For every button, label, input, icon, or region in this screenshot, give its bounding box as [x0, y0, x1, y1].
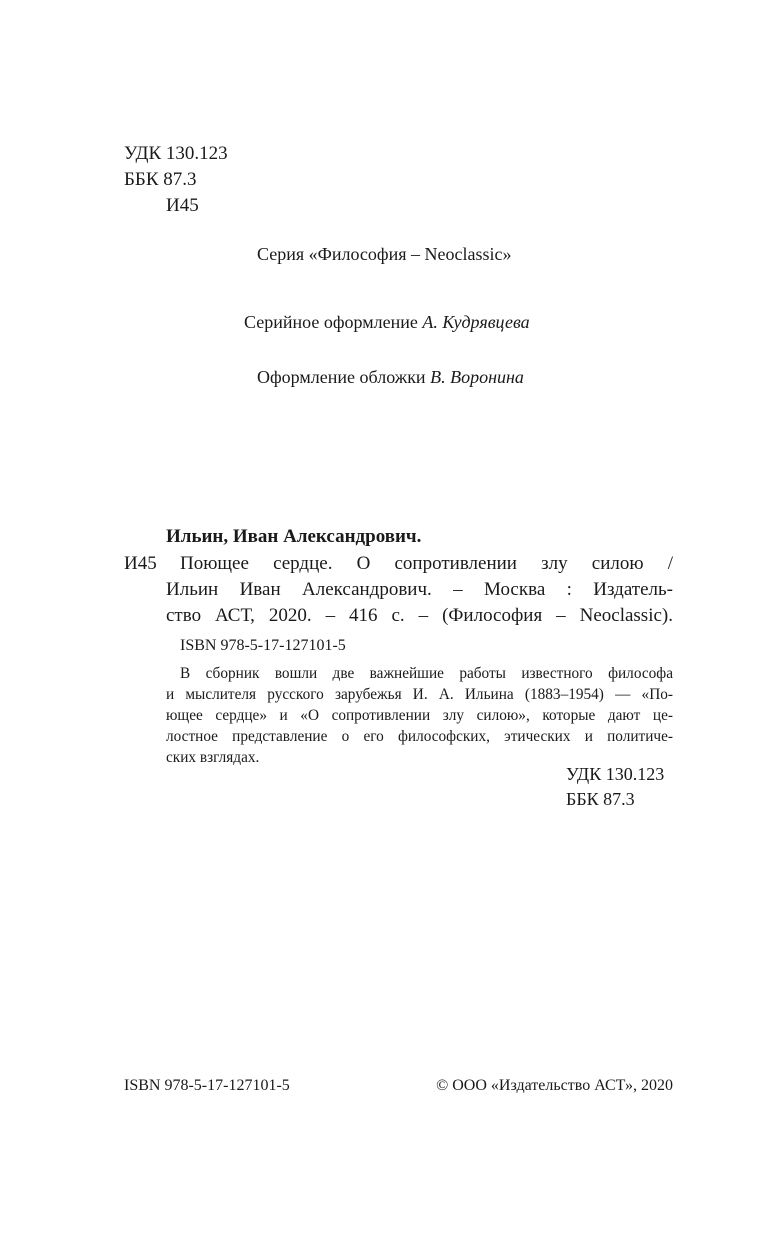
serial-design-label: Серийное оформление — [244, 312, 418, 332]
serial-design-name: А. Кудрявцева — [422, 312, 530, 332]
annotation-line-1: В сборник вошли две важнейшие работы известного философа — [180, 665, 673, 682]
catalog-isbn: ISBN 978-5-17-127101-5 — [180, 637, 346, 654]
cover-design-credit — [257, 367, 524, 388]
footer-copyright: © ООО «Издательство АСТ», 2020 — [436, 1077, 673, 1094]
catalog-description-line-3: ство АСТ, 2020. – 416 с. – (Философия – Neoclassic). — [166, 605, 673, 626]
cover-design-label: Оформление обложки — [257, 367, 426, 387]
catalog-description-line-2: Ильин Иван Александрович. – Москва : Издатель- — [166, 579, 673, 600]
udk-code-top: УДК 130.123 — [124, 143, 228, 164]
author-mark-top: И45 — [166, 195, 199, 216]
catalog-description-line-1: Поющее сердце. О сопротивлении злу силою / — [180, 553, 673, 574]
catalog-author-heading: Ильин, Иван Александрович. — [166, 526, 422, 547]
catalog-author-mark: И45 — [124, 553, 157, 574]
annotation-line-2: и мыслителя русского зарубежья И. А. Ильина (1883–1954) — «По- — [166, 686, 673, 703]
footer-isbn: ISBN 978-5-17-127101-5 — [124, 1077, 290, 1094]
cover-design-name: В. Воронина — [430, 367, 524, 387]
series-line: Серия «Философия – Neoclassic» — [257, 244, 512, 264]
bbk-code-catalog: ББК 87.3 — [566, 789, 635, 809]
annotation-line-5: ских взглядах. — [166, 749, 260, 766]
udk-code-catalog: УДК 130.123 — [566, 764, 665, 784]
serial-design-credit — [244, 312, 530, 333]
bbk-code-top: ББК 87.3 — [124, 169, 197, 190]
annotation-line-3: ющее сердце» и «О сопротивлении злу силою», которые дают це- — [166, 707, 673, 724]
annotation-line-4: лостное представление о его философских, этических и политиче- — [166, 728, 673, 745]
